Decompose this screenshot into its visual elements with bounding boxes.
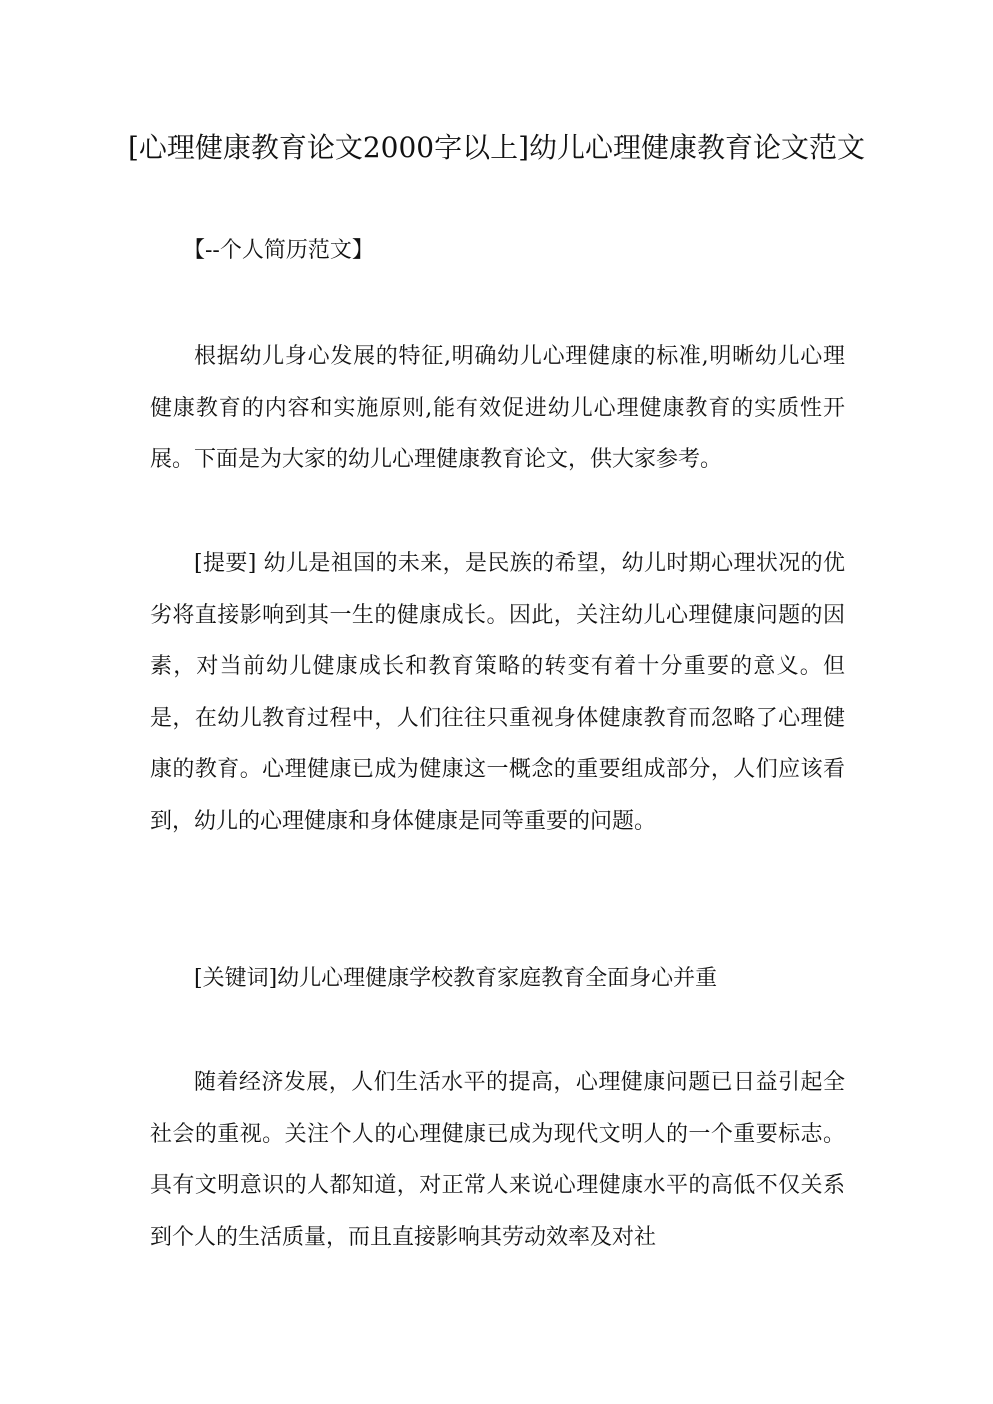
abstract-paragraph: [提要] 幼儿是祖国的未来，是民族的希望，幼儿时期心理状况的优劣将直接影响到其一生的健康成长。因此，关注幼儿心理健康问题的因素，对当前幼儿健康成长和教育策略的转变有着十分重要的意义。但是，在幼儿教育过程中，人们往往只重视身体健康教育而忽略了心理健康的教育。心理健康已成为健康这一概念的重要组成部分，人们应该看到，幼儿的心理健康和身体健康是同等重要的问题。 bbox=[150, 551, 845, 834]
document-subtitle: 【--个人简历范文】 bbox=[183, 238, 374, 263]
intro-paragraph: 根据幼儿身心发展的特征,明确幼儿心理健康的标准,明晰幼儿心理健康教育的内容和实施原则,能有效促进幼儿心理健康教育的实质性开展。下面是为大家的幼儿心理健康教育论文，供大家参考。 bbox=[150, 344, 845, 472]
document-title: [心理健康教育论文2000字以上]幼儿心理健康教育论文范文 bbox=[127, 131, 866, 164]
keywords-paragraph: [关键词]幼儿心理健康学校教育家庭教育全面身心并重 bbox=[194, 966, 718, 991]
body-paragraph: 随着经济发展，人们生活水平的提高，心理健康问题已日益引起全社会的重视。关注个人的心理健康已成为现代文明人的一个重要标志。具有文明意识的人都知道，对正常人来说心理健康水平的高低不仅关系到个人的生活质量，而且直接影响其劳动效率及对社 bbox=[150, 1070, 845, 1250]
